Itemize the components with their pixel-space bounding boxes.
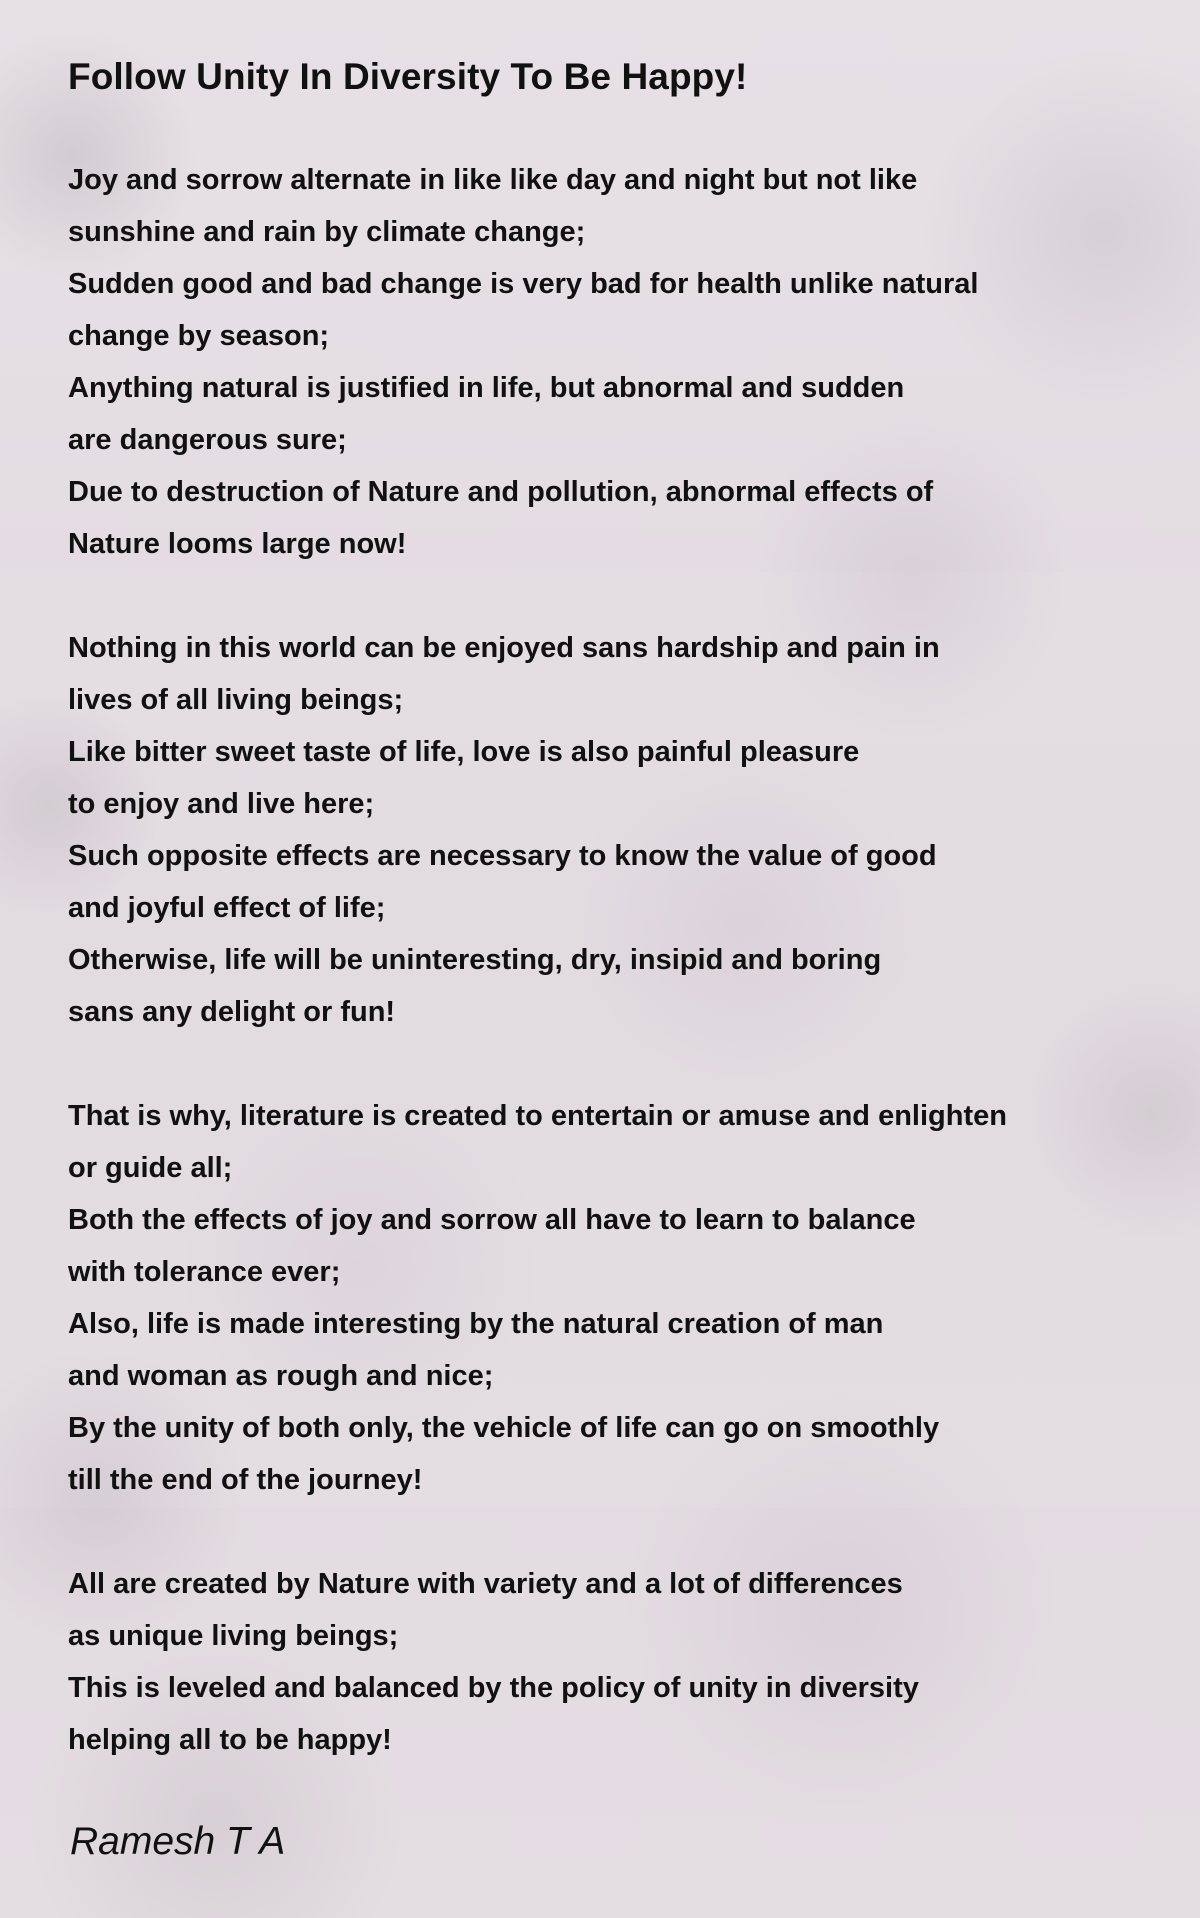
poem-line: and woman as rough and nice; xyxy=(68,1360,494,1392)
poem-line: are dangerous sure; xyxy=(68,424,347,456)
poem-line: with tolerance ever; xyxy=(68,1256,341,1288)
poem-line: Sudden good and bad change is very bad for health unlike natural xyxy=(68,268,979,300)
poem-line: lives of all living beings; xyxy=(68,684,404,716)
poem-line: till the end of the journey! xyxy=(68,1464,423,1496)
stanza-2 xyxy=(68,622,1178,1038)
poem-line: sans any delight or fun! xyxy=(68,996,396,1028)
poem-line: All are created by Nature with variety and a lot of differences xyxy=(68,1568,903,1600)
stanza-1 xyxy=(68,154,1178,570)
poem-line: to enjoy and live here; xyxy=(68,788,375,820)
poem-line: Otherwise, life will be uninteresting, dry, insipid and boring xyxy=(68,944,882,976)
poem-line: That is why, literature is created to entertain or amuse and enlighten xyxy=(68,1100,1007,1132)
stanza-3 xyxy=(68,1090,1178,1506)
poem-author: Ramesh T A xyxy=(70,1820,286,1863)
poem-line: Like bitter sweet taste of life, love is also painful pleasure xyxy=(68,736,860,768)
poem-title: Follow Unity In Diversity To Be Happy! xyxy=(68,56,748,97)
poem-line: or guide all; xyxy=(68,1152,233,1184)
poem-line: By the unity of both only, the vehicle of life can go on smoothly xyxy=(68,1412,940,1444)
poem-line: helping all to be happy! xyxy=(68,1724,392,1756)
stanza-4 xyxy=(68,1558,1178,1766)
poem-line: as unique living beings; xyxy=(68,1620,399,1652)
poem-line: Also, life is made interesting by the natural creation of man xyxy=(68,1308,884,1340)
poem-line: This is leveled and balanced by the policy of unity in diversity xyxy=(68,1672,919,1704)
poem-container xyxy=(68,48,1178,1766)
poem-line: sunshine and rain by climate change; xyxy=(68,216,586,248)
poem-line: Anything natural is justified in life, but abnormal and sudden xyxy=(68,372,905,404)
poem-line: Such opposite effects are necessary to know the value of good xyxy=(68,840,937,872)
poem-line: change by season; xyxy=(68,320,330,352)
poem-line: and joyful effect of life; xyxy=(68,892,386,924)
poem-line: Nature looms large now! xyxy=(68,528,407,560)
poem-line: Joy and sorrow alternate in like like day and night but not like xyxy=(68,164,918,196)
poem-line: Nothing in this world can be enjoyed sans hardship and pain in xyxy=(68,632,940,664)
poem-line: Both the effects of joy and sorrow all have to learn to balance xyxy=(68,1204,916,1236)
poem-line: Due to destruction of Nature and pollution, abnormal effects of xyxy=(68,476,934,508)
